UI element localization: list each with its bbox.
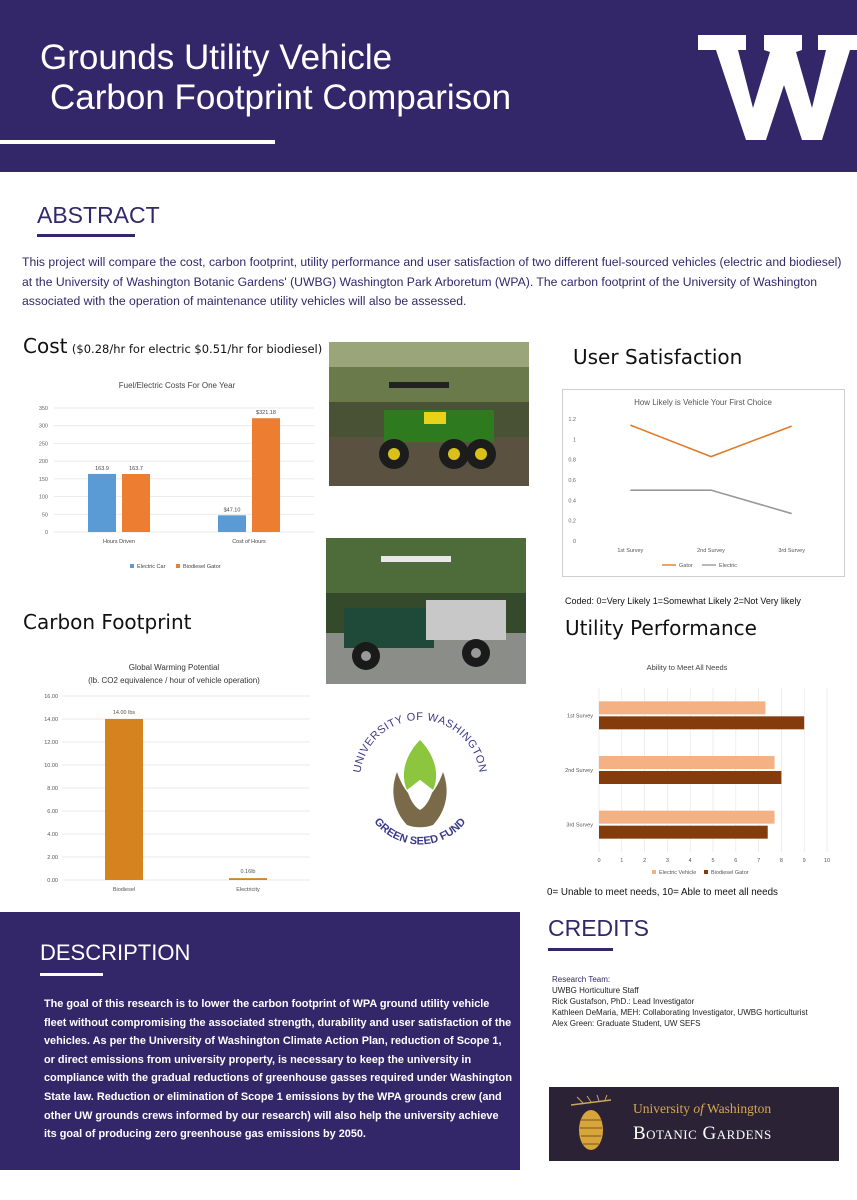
botanic-logo-text: Washington bbox=[703, 1101, 772, 1116]
x-tick-label: 8 bbox=[779, 858, 783, 864]
data-label: $47.10 bbox=[223, 507, 241, 514]
description-underline bbox=[40, 973, 103, 976]
y-tick-label: 250 bbox=[38, 441, 48, 448]
bar bbox=[599, 771, 781, 784]
chart-title: Fuel/Electric Costs For One Year bbox=[118, 381, 236, 390]
credits-underline bbox=[548, 948, 613, 951]
legend-swatch bbox=[176, 564, 180, 568]
legend-label: Electric Vehicle bbox=[659, 870, 697, 876]
x-tick-label: 1 bbox=[620, 858, 624, 864]
y-tick-label: 200 bbox=[38, 459, 48, 466]
data-label: 163.9 bbox=[95, 465, 109, 472]
bar bbox=[599, 826, 768, 839]
credits-line: Rick Gustafson, PhD.: Lead Investigator bbox=[552, 997, 695, 1006]
y-tick-label: 150 bbox=[38, 476, 48, 483]
w-logo-shape bbox=[698, 35, 857, 140]
legend-label: Biodiesel Gator bbox=[711, 870, 749, 876]
x-tick-label: Biodiesel bbox=[112, 887, 136, 893]
y-tick-label: 12.00 bbox=[44, 740, 58, 746]
y-tick-label: 2nd Survey bbox=[565, 768, 593, 774]
data-label: 163.7 bbox=[129, 466, 143, 473]
y-tick-label: 1 bbox=[572, 437, 576, 444]
botanic-logo-text: University bbox=[633, 1101, 694, 1116]
legend-label: Biodiesel Gator bbox=[183, 564, 221, 570]
bar bbox=[218, 515, 246, 532]
x-tick-label: 2nd Survey bbox=[697, 548, 725, 554]
bar bbox=[88, 474, 116, 532]
electric-cart-photo bbox=[326, 538, 526, 684]
bar bbox=[252, 418, 280, 532]
y-tick-label: 350 bbox=[38, 406, 48, 412]
satisfaction-chart bbox=[562, 389, 845, 577]
y-tick-label: 1st Survey bbox=[567, 713, 593, 720]
credits-line: UWBG Horticulture Staff bbox=[552, 986, 639, 995]
x-tick-label: Electricity bbox=[236, 887, 260, 893]
x-tick-label: 0 bbox=[597, 858, 601, 864]
botanic-logo-text: of bbox=[693, 1101, 704, 1116]
legend-swatch bbox=[704, 870, 708, 874]
cost-heading-row bbox=[23, 334, 322, 358]
credits-line: Research Team: bbox=[552, 975, 611, 984]
bar bbox=[599, 756, 775, 769]
title-underline bbox=[0, 140, 275, 144]
x-tick-label: 2 bbox=[643, 858, 647, 864]
chart-title: Ability to Meet All Needs bbox=[646, 663, 728, 672]
y-tick-label: 0.6 bbox=[568, 478, 576, 484]
bar bbox=[599, 716, 804, 729]
y-tick-label: 2.00 bbox=[47, 855, 58, 861]
x-tick-label: 3rd Survey bbox=[778, 548, 805, 554]
y-tick-label: 1.2 bbox=[568, 417, 576, 423]
y-tick-label: 0.4 bbox=[568, 498, 576, 505]
y-tick-label: 6.00 bbox=[47, 809, 58, 815]
chart-subtitle: (lb. CO2 equivalence / hour of vehicle operation) bbox=[88, 676, 260, 685]
utility-chart bbox=[557, 654, 847, 879]
bar bbox=[105, 719, 143, 880]
botanic-logo-line1 bbox=[633, 1101, 771, 1117]
bar bbox=[599, 701, 765, 714]
gator-photo bbox=[329, 342, 529, 486]
chart-title: How Likely is Vehicle Your First Choice bbox=[634, 398, 772, 407]
legend-label: Gator bbox=[679, 563, 693, 569]
x-tick-label: 5 bbox=[711, 858, 715, 864]
pinecone-icon bbox=[563, 1095, 623, 1155]
x-tick-label: 3 bbox=[665, 858, 669, 864]
description-heading: DESCRIPTION bbox=[40, 940, 191, 965]
legend-swatch bbox=[130, 564, 134, 568]
satisfaction-note: Coded: 0=Very Likely 1=Somewhat Likely 2=Not Very likely bbox=[565, 596, 801, 606]
botanic-logo-line2: Botanic Gardens bbox=[633, 1123, 772, 1144]
y-tick-label: 4.00 bbox=[47, 832, 58, 838]
y-tick-label: 300 bbox=[38, 423, 48, 430]
credits-line: Kathleen DeMaria, MEH: Collaborating Investigator, UWBG horticulturist bbox=[552, 1008, 808, 1017]
data-label: 0.16lb bbox=[240, 869, 256, 876]
utility-heading: Utility Performance bbox=[565, 616, 757, 640]
bar bbox=[122, 474, 150, 532]
uw-w-logo bbox=[698, 30, 857, 142]
x-tick-label: 1st Survey bbox=[617, 548, 644, 554]
y-tick-label: 50 bbox=[41, 512, 48, 519]
y-tick-label: 0.00 bbox=[47, 878, 58, 884]
y-tick-label: 14.00 bbox=[44, 717, 58, 723]
bar bbox=[229, 878, 267, 880]
abstract-heading: ABSTRACT bbox=[37, 202, 160, 228]
cost-chart bbox=[22, 372, 322, 582]
carbon-chart bbox=[22, 655, 314, 900]
poster-title-line2: Carbon Footprint Comparison bbox=[50, 78, 512, 117]
x-tick-label: 6 bbox=[734, 858, 738, 864]
y-tick-label: 0.8 bbox=[568, 457, 576, 464]
x-tick-label: 10 bbox=[823, 858, 831, 864]
carbon-heading: Carbon Footprint bbox=[23, 610, 192, 634]
poster-title-line1: Grounds Utility Vehicle bbox=[40, 38, 393, 77]
legend-label: Electric bbox=[719, 563, 738, 569]
y-tick-label: 0.2 bbox=[568, 518, 576, 525]
data-label: 14.00 lbs bbox=[112, 710, 136, 716]
cost-heading: Cost bbox=[23, 334, 68, 358]
y-tick-label: 3rd Survey bbox=[566, 822, 593, 829]
cost-subheading: ($0.28/hr for electric $0.51/hr for biodiesel) bbox=[71, 342, 323, 356]
chart-title: Global Warming Potential bbox=[128, 663, 220, 672]
description-text: The goal of this research is to lower the carbon footprint of WPA ground utility vehicle fleet without compromising the associated strength, durability and user satisfaction of the vehicles. As per the University of Washington Climate Action Plan, reduction of Scope 1, or direct emissions from university property, is necessary to keep the university in compliance with the gradual reductions of greenhouse gasses required under Washington State law. Reduction or elimination of Scope 1 emissions by the WPA grounds crew (and other UW grounds crews informed by our research) will also help the university achieve its goal of producing zero greenhouse gas emissions by 2050. bbox=[44, 998, 512, 1141]
y-tick-label: 0 bbox=[572, 539, 576, 545]
legend-swatch bbox=[652, 870, 656, 874]
abstract-text: This project will compare the cost, carbon footprint, utility performance and user satisfaction of two different fuel-sourced vehicles (electric and biodiesel) at the University of Washington Botanic Gardens' (UWBG) Washington Park Arboretum (WPA). The carbon footprint of the University of Washington associated with the operation of maintenance utility vehicles will also be assessed. bbox=[22, 255, 842, 308]
credits-list bbox=[552, 974, 808, 1029]
credits-heading: CREDITS bbox=[548, 915, 649, 941]
credits-line: Alex Green: Graduate Student, UW SEFS bbox=[552, 1019, 701, 1028]
green-seed-fund-logo bbox=[345, 710, 495, 860]
y-tick-label: 100 bbox=[38, 494, 48, 501]
x-tick-label: 7 bbox=[757, 858, 761, 864]
x-tick-label: Cost of Hours bbox=[232, 539, 266, 545]
data-label: $321.18 bbox=[256, 410, 276, 417]
green-seed-bottom-text: GREEN SEED FUND bbox=[371, 815, 469, 848]
abstract-underline bbox=[37, 234, 135, 237]
legend-label: Electric Car bbox=[137, 564, 166, 570]
y-tick-label: 16.00 bbox=[44, 694, 58, 700]
x-tick-label: 4 bbox=[688, 858, 692, 864]
satisfaction-heading: User Satisfaction bbox=[573, 345, 743, 369]
y-tick-label: 8.00 bbox=[47, 786, 58, 792]
y-tick-label: 0 bbox=[44, 530, 48, 536]
green-seed-top-text: UNIVERSITY OF WASHINGTON bbox=[351, 710, 489, 774]
botanic-gardens-logo bbox=[549, 1087, 839, 1161]
x-tick-label: 9 bbox=[802, 858, 806, 864]
x-tick-label: Hours Driven bbox=[102, 539, 136, 545]
bar bbox=[599, 811, 775, 824]
utility-note: 0= Unable to meet needs, 10= Able to meet all needs bbox=[547, 887, 778, 898]
y-tick-label: 10.00 bbox=[44, 763, 58, 769]
